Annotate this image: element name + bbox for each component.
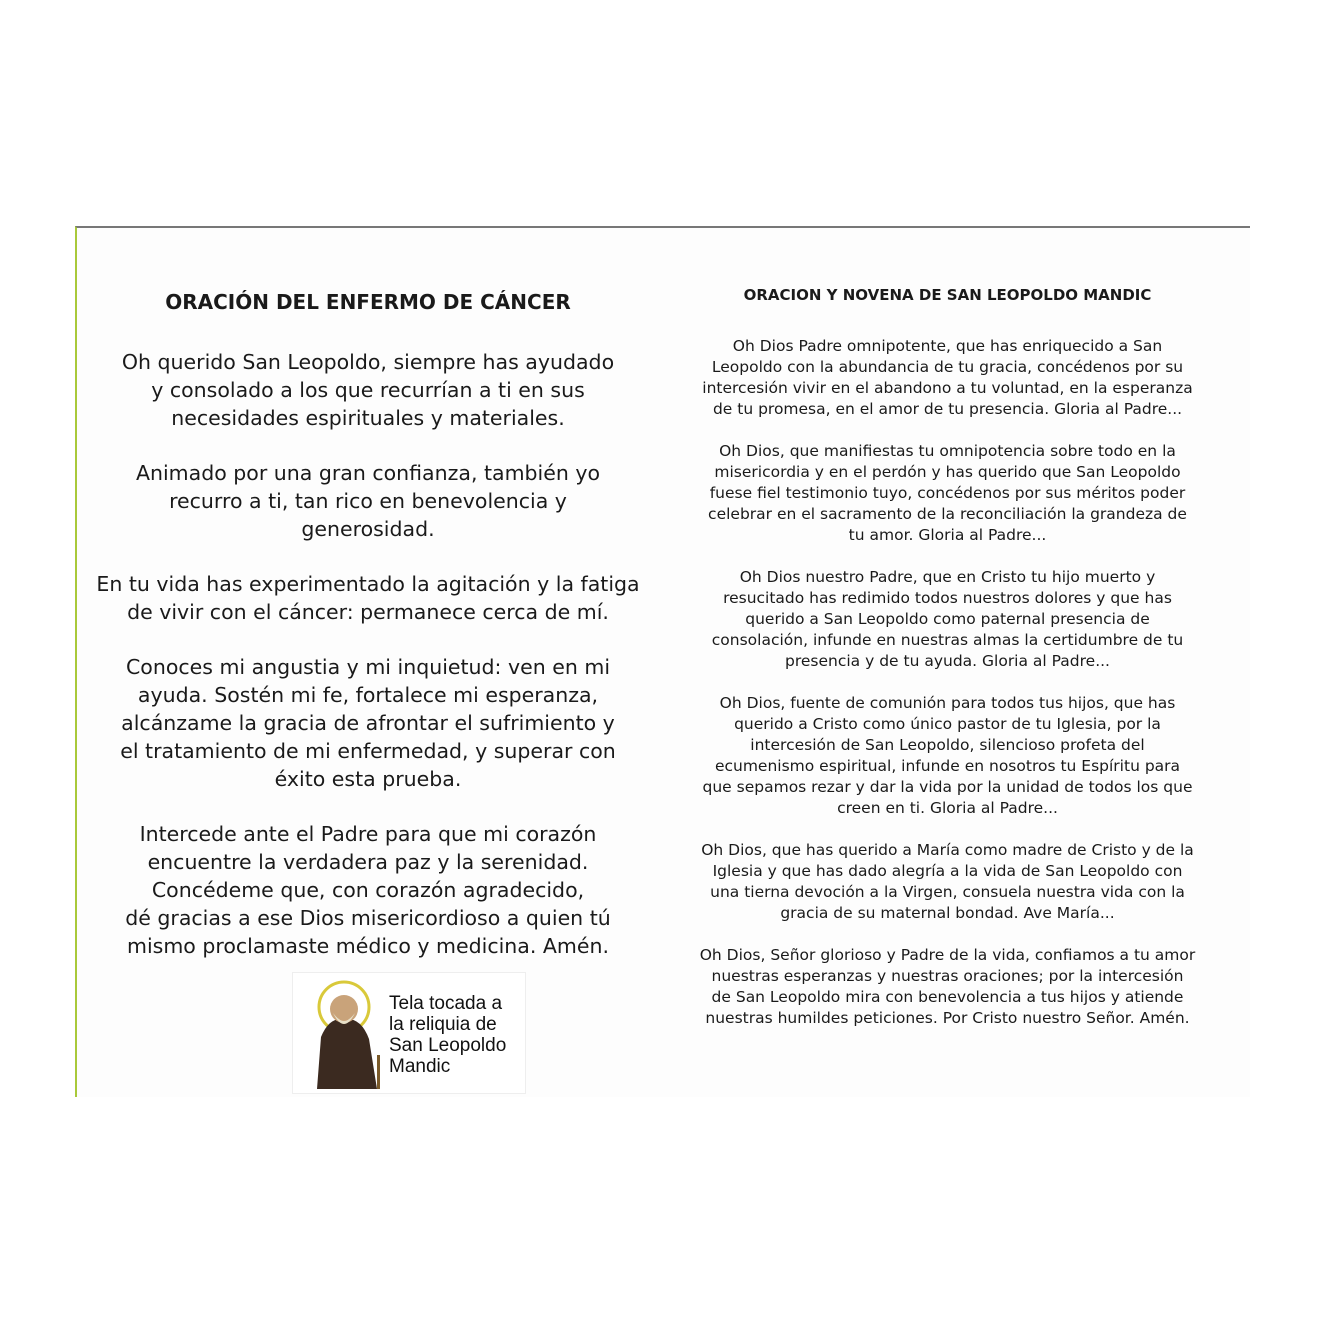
text-line: Oh Dios nuestro Padre, que en Cristo tu hijo muerto y — [739, 568, 1156, 586]
relic-label — [292, 972, 526, 1094]
left-paragraph-3 — [95, 570, 641, 626]
text-line: creen en ti. Gloria al Padre... — [837, 799, 1058, 817]
text-line: querido a San Leopoldo como paternal presencia de — [745, 610, 1150, 628]
left-paragraph-4 — [95, 653, 641, 793]
relic-text-line: la reliquia de — [389, 1014, 497, 1035]
text-line: Oh Dios, fuente de comunión para todos tus hijos, que has — [719, 694, 1176, 712]
text-line: y consolado a los que recurrían a ti en sus — [151, 378, 585, 402]
left-paragraph-5 — [95, 820, 641, 960]
text-line: gracia de su maternal bondad. Ave María... — [780, 904, 1115, 922]
text-line: fuese fiel testimonio tuyo, concédenos por sus méritos poder — [709, 484, 1186, 502]
left-paragraph-1 — [95, 348, 641, 432]
right-novena-title: ORACION Y NOVENA DE SAN LEOPOLDO MANDIC — [743, 286, 1152, 304]
text-line: éxito esta prueba. — [274, 767, 462, 791]
text-line: celebrar en el sacramento de la reconciliación la grandeza de — [708, 505, 1187, 523]
text-line: mismo proclamaste médico y medicina. Amén. — [126, 934, 610, 958]
text-line: Oh Dios, que manifiestas tu omnipotencia sobre todo en la — [719, 442, 1176, 460]
text-line: Oh querido San Leopoldo, siempre has ayudado — [121, 350, 615, 374]
text-line: el tratamiento de mi enfermedad, y superar con — [120, 739, 616, 763]
relic-text-line: Mandic — [389, 1056, 451, 1077]
text-line: de tu promesa, en el amor de tu presencia. Gloria al Padre... — [712, 400, 1183, 418]
text-line: de vivir con el cáncer: permanece cerca de mí. — [127, 600, 609, 624]
left-prayer-body — [95, 348, 641, 960]
text-line: intercesión de San Leopoldo, silencioso profeta del — [750, 736, 1145, 754]
right-paragraph-3 — [680, 567, 1215, 672]
saint-leopoldo-image — [299, 977, 389, 1091]
text-line: recurro a ti, tan rico en benevolencia y — [169, 489, 567, 513]
text-line: querido a Cristo como único pastor de tu Iglesia, por la — [734, 715, 1161, 733]
relic-text-line: San Leopoldo — [389, 1035, 507, 1056]
text-line: misericordia y en el perdón y has querido que San Leopoldo — [714, 463, 1181, 481]
text-line: Iglesia y que has dado alegría a la vida de San Leopoldo con — [712, 862, 1183, 880]
text-line: ecumenismo espiritual, infunde en nosotros tu Espíritu para — [714, 757, 1181, 775]
right-novena-body — [680, 336, 1215, 1029]
text-line: tu amor. Gloria al Padre... — [848, 526, 1047, 544]
text-line: necesidades espirituales y materiales. — [171, 406, 565, 430]
left-prayer-title: ORACIÓN DEL ENFERMO DE CÁNCER — [165, 290, 571, 314]
text-line: dé gracias a ese Dios misericordioso a quien tú — [125, 906, 611, 930]
text-line: Oh Dios Padre omnipotente, que has enriquecido a San — [732, 337, 1163, 355]
text-line: encuentre la verdadera paz y la serenidad. — [147, 850, 589, 874]
left-prayer-column — [95, 288, 641, 987]
text-line: Animado por una gran confianza, también yo — [135, 461, 601, 485]
text-line: Oh Dios, que has querido a María como madre de Cristo y de la — [701, 841, 1194, 859]
text-line: alcánzame la gracia de afrontar el sufrimiento y — [121, 711, 615, 735]
text-line: Intercede ante el Padre para que mi corazón — [139, 822, 597, 846]
text-line: En tu vida has experimentado la agitación y la fatiga — [96, 572, 640, 596]
text-line: Oh Dios, Señor glorioso y Padre de la vida, confiamos a tu amor — [699, 946, 1196, 964]
text-line: de San Leopoldo mira con benevolencia a tus hijos y atiende — [711, 988, 1184, 1006]
text-line: nuestras esperanzas y nuestras oraciones; por la intercesión — [711, 967, 1184, 985]
right-paragraph-6 — [680, 945, 1215, 1029]
text-line: Leopoldo con la abundancia de tu gracia, concédenos por su — [711, 358, 1184, 376]
left-paragraph-2 — [95, 459, 641, 543]
text-line: que sepamos rezar y dar la vida por la unidad de todos los que — [702, 778, 1193, 796]
text-line: generosidad. — [301, 517, 435, 541]
right-paragraph-1 — [680, 336, 1215, 420]
right-paragraph-5 — [680, 840, 1215, 924]
text-line: ayuda. Sostén mi fe, fortalece mi esperanza, — [137, 683, 599, 707]
text-line: consolación, infunde en nuestras almas la certidumbre de tu — [711, 631, 1184, 649]
relic-text-line: Tela tocada a — [389, 993, 503, 1014]
text-line: intercesión vivir en el abandono a tu voluntad, en la esperanza — [702, 379, 1193, 397]
relic-text — [389, 993, 506, 1077]
text-line: nuestras humildes peticiones. Por Cristo nuestro Señor. Amén. — [705, 1009, 1190, 1027]
right-paragraph-4 — [680, 693, 1215, 819]
text-line: Concédeme que, con corazón agradecido, — [151, 878, 585, 902]
text-line: una tierna devoción a la Virgen, consuela nuestra vida con la — [710, 883, 1185, 901]
right-novena-column — [680, 284, 1215, 1050]
text-line: resucitado has redimido todos nuestros dolores y que has — [723, 589, 1172, 607]
text-line: presencia y de tu ayuda. Gloria al Padre... — [785, 652, 1110, 670]
text-line: Conoces mi angustia y mi inquietud: ven en mi — [125, 655, 611, 679]
right-paragraph-2 — [680, 441, 1215, 546]
